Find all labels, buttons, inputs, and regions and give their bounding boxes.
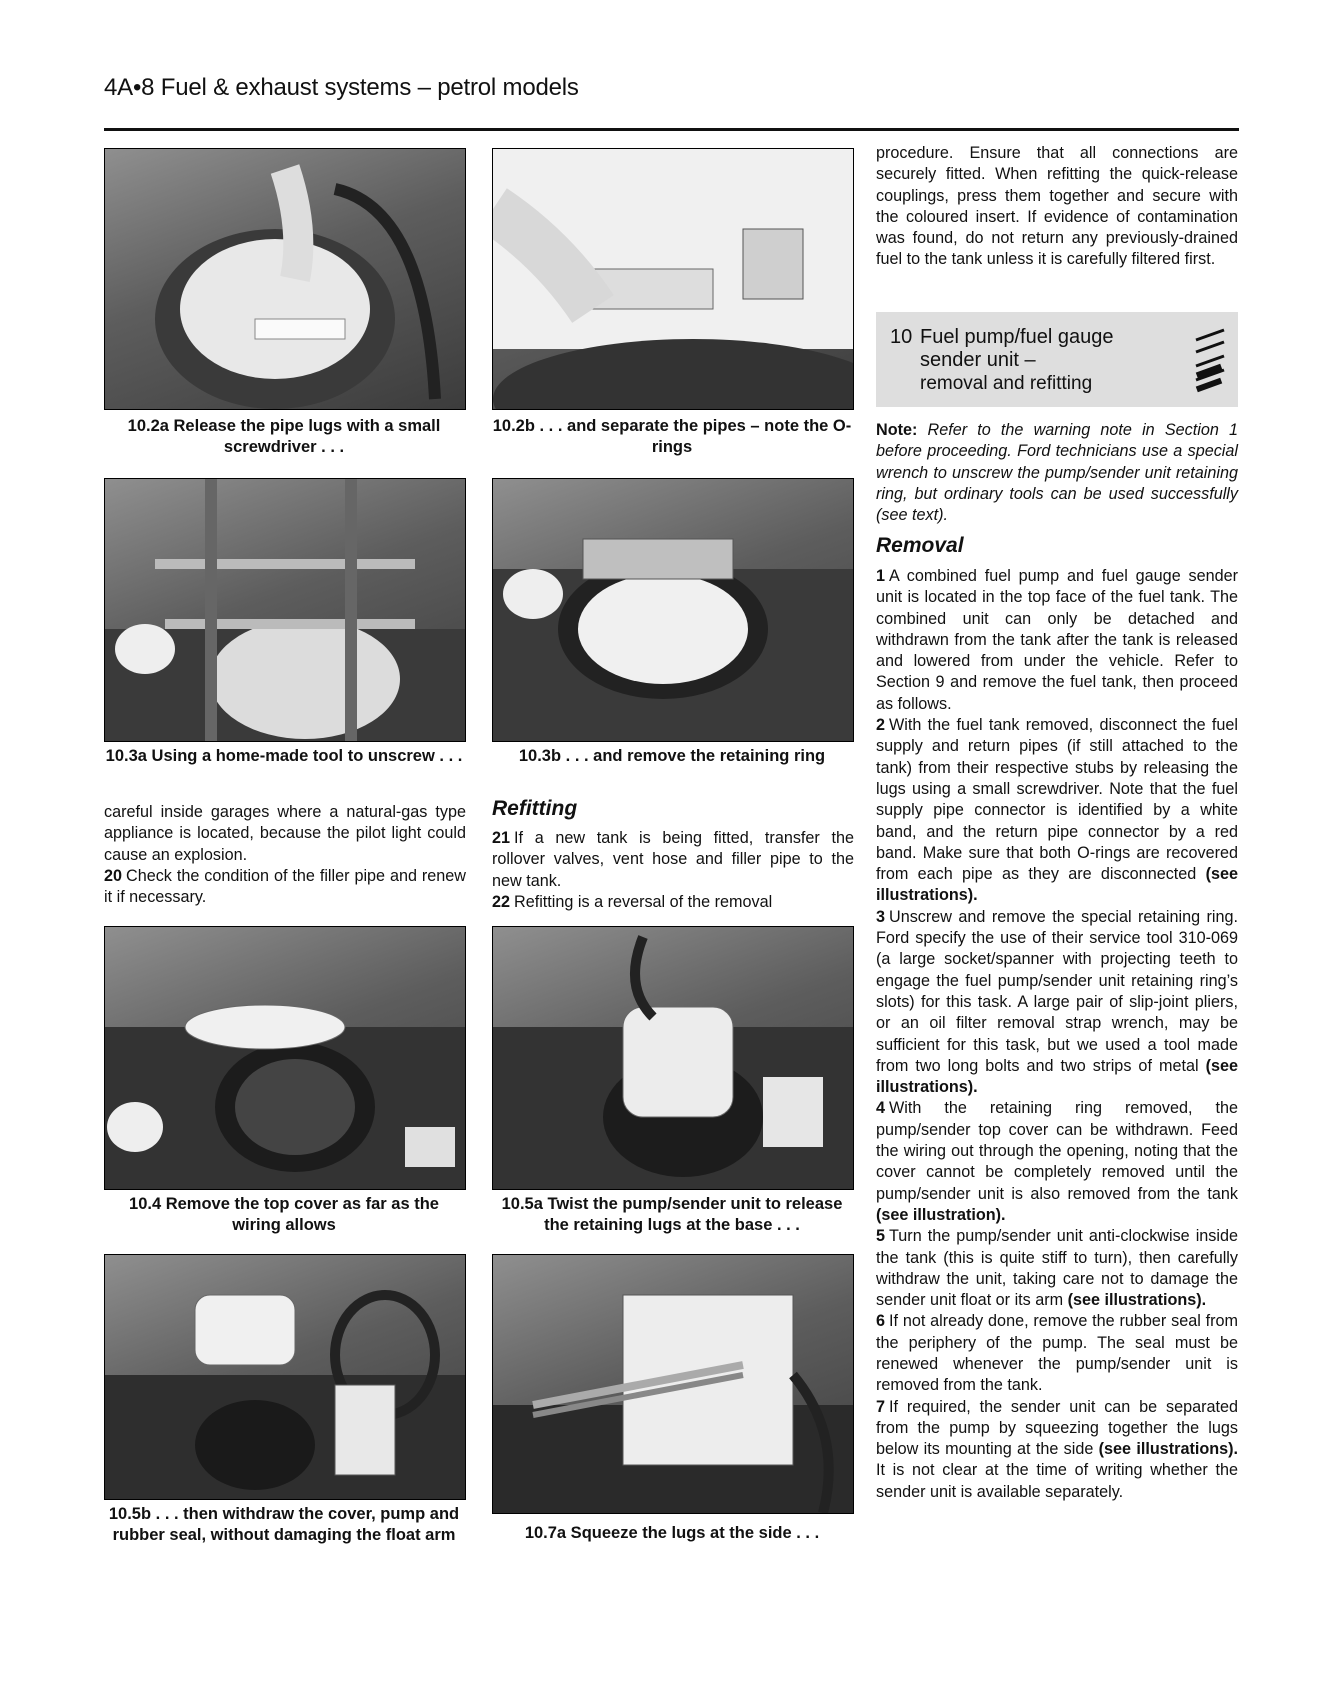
section-title-line1: Fuel pump/fuel gauge <box>920 326 1114 348</box>
removal-text-block <box>876 566 1238 1503</box>
refitting-heading: Refitting <box>492 797 578 820</box>
paragraph-22-number: 22 <box>492 892 511 911</box>
section-heading-box <box>876 312 1238 407</box>
refitting-text-block <box>492 828 854 913</box>
caption-10-2b: 10.2b . . . and separate the pipes – note the O-rings <box>492 417 852 456</box>
paragraph-6-number: 6 <box>876 1312 886 1331</box>
paragraph-7-text: If required, the sender unit can be separated from the pump by squeezing together the lugs below its mounting at the side <box>876 1397 1238 1459</box>
photo-10-2b <box>492 148 854 410</box>
paragraph-2-number: 2 <box>876 716 886 735</box>
caption-10-3b: 10.3b . . . and remove the retaining ring <box>518 747 826 765</box>
section-number: 10 <box>890 326 913 348</box>
photo-10-4 <box>104 926 466 1190</box>
paragraph-5 <box>876 1226 1238 1311</box>
paragraph-21-text: If a new tank is being fitted, transfer the rollover valves, vent hose and filler pipe to the new tank. <box>492 829 854 890</box>
page-header: 4A•8 Fuel & exhaust systems – petrol models <box>104 74 579 101</box>
paragraph-2 <box>876 715 1238 907</box>
note-block <box>876 420 1238 526</box>
paragraph-4-ref: (see illustration). <box>876 1205 1006 1224</box>
paragraph-3 <box>876 907 1238 1099</box>
paragraph-5-ref: (see illustrations). <box>1067 1291 1207 1310</box>
photo-10-7a <box>492 1254 854 1514</box>
paragraph-6 <box>876 1311 1238 1396</box>
paragraph-3-number: 3 <box>876 907 886 926</box>
spanner-difficulty-icon <box>1192 324 1228 396</box>
right-continued-block <box>876 143 1238 271</box>
paragraph-5-number: 5 <box>876 1227 886 1246</box>
paragraph-1-number: 1 <box>876 567 886 585</box>
caption-10-3a: 10.3a Using a home-made tool to unscrew . . . <box>105 747 463 765</box>
header-rule <box>104 128 1239 131</box>
paragraph-7 <box>876 1397 1238 1503</box>
paragraph-22 <box>492 892 854 913</box>
paragraph-1-text: A combined fuel pump and fuel gauge sender unit is located in the top face of the fuel tank. The combined unit can only be detached and withdrawn from the tank after the tank is released and lowered from under the vehicle. Refer to Section 9 and remove the fuel tank, then proceed as follows. <box>876 567 1238 713</box>
caption-10-4: 10.4 Remove the top cover as far as the wiring allows <box>129 1195 439 1234</box>
section-title-line3: removal and refitting <box>920 373 1093 394</box>
removal-heading: Removal <box>876 534 964 557</box>
paragraph-3-ref: (see illustrations). <box>876 1056 1238 1097</box>
photo-10-5a <box>492 926 854 1190</box>
paragraph-6-text: If not already done, remove the rubber seal from the periphery of the pump. The seal must be renewed whenever the pump/sender unit is removed from the tank. <box>876 1312 1238 1395</box>
paragraph-2-ref: (see illustrations). <box>876 865 1238 905</box>
right-continued-paragraph: procedure. Ensure that all connections are securely fitted. When refitting the quick-release couplings, press them together and secure with the coloured insert. If evidence of contamination was found, do not return any previously-drained fuel to the tank unless it is carefully filtered first. <box>876 144 1238 269</box>
caption-10-2a: 10.2a Release the pipe lugs with a small screwdriver . . . <box>127 417 441 456</box>
section-title-line2: sender unit – <box>920 349 1036 371</box>
paragraph-1 <box>876 566 1238 715</box>
photo-10-2a <box>104 148 466 410</box>
paragraph-2-text: With the fuel tank removed, disconnect the fuel supply and return pipes (if still attached to the tank) from their respective stubs by releasing the lugs using a small screwdriver. Note that the fuel supply pipe connector is identified by a white band, and the return pipe connector by a red band. Make sure that both O-rings are recovered from each pipe as they are disconnected <box>876 716 1238 884</box>
left-text-block <box>104 802 466 908</box>
paragraph-21 <box>492 828 854 892</box>
photo-10-3b <box>492 478 854 742</box>
note-label: Note: <box>876 421 918 439</box>
paragraph-3-text: Unscrew and remove the special retaining ring. Ford specify the use of their service tool 310-069 (a large socket/spanner with projecting teeth to engage the fuel pump/sender unit retaining ring’s slots) for this task. A large pair of slip-joint pliers, or an oil filter removal strap wrench, may be sufficient for this task, but we used a tool made from two long bolts and two strips of metal <box>876 907 1238 1075</box>
paragraph-20-text: Check the condition of the filler pipe and renew it if necessary. <box>104 866 466 907</box>
paragraph-4-text: With the retaining ring removed, the pump/sender top cover can be withdrawn. Feed the wiring out through the opening, noting that the cover cannot be completely removed until the pump/sender unit is also removed from the tank <box>876 1099 1238 1203</box>
paragraph-21-number: 21 <box>492 829 511 847</box>
paragraph-20 <box>104 866 466 909</box>
paragraph-20-number: 20 <box>104 866 123 885</box>
note-text: Refer to the warning note in Section 1 before proceeding. Ford technicians use a special wrench to unscrew the pump/sender unit retaining ring, but ordinary tools can be used successfully (see text). <box>876 421 1238 525</box>
caption-10-5a: 10.5a Twist the pump/sender unit to release the retaining lugs at the base . . . <box>501 1195 843 1234</box>
paragraph-4 <box>876 1098 1238 1226</box>
photo-10-3a <box>104 478 466 742</box>
paragraph-4-number: 4 <box>876 1099 886 1118</box>
paragraph-7-number: 7 <box>876 1397 886 1416</box>
paragraph-22-text: Refitting is a reversal of the removal <box>514 892 773 911</box>
paragraph-5-text: Turn the pump/sender unit anti-clockwise inside the tank (this is quite stiff to turn), then carefully withdraw the unit, taking care not to damage the sender unit float or its arm <box>876 1227 1238 1310</box>
caption-10-7a: 10.7a Squeeze the lugs at the side . . . <box>524 1524 820 1542</box>
photo-10-5b <box>104 1254 466 1500</box>
left-continued-paragraph: careful inside garages where a natural-gas type appliance is located, because the pilot light could cause an explosion. <box>104 803 466 864</box>
paragraph-7-ref: (see illustrations). <box>1098 1440 1238 1459</box>
caption-10-5b: 10.5b . . . then withdraw the cover, pump and rubber seal, without damaging the float arm <box>108 1505 460 1544</box>
paragraph-7-end: It is not clear at the time of writing whether the sender unit is available separately. <box>876 1461 1238 1501</box>
